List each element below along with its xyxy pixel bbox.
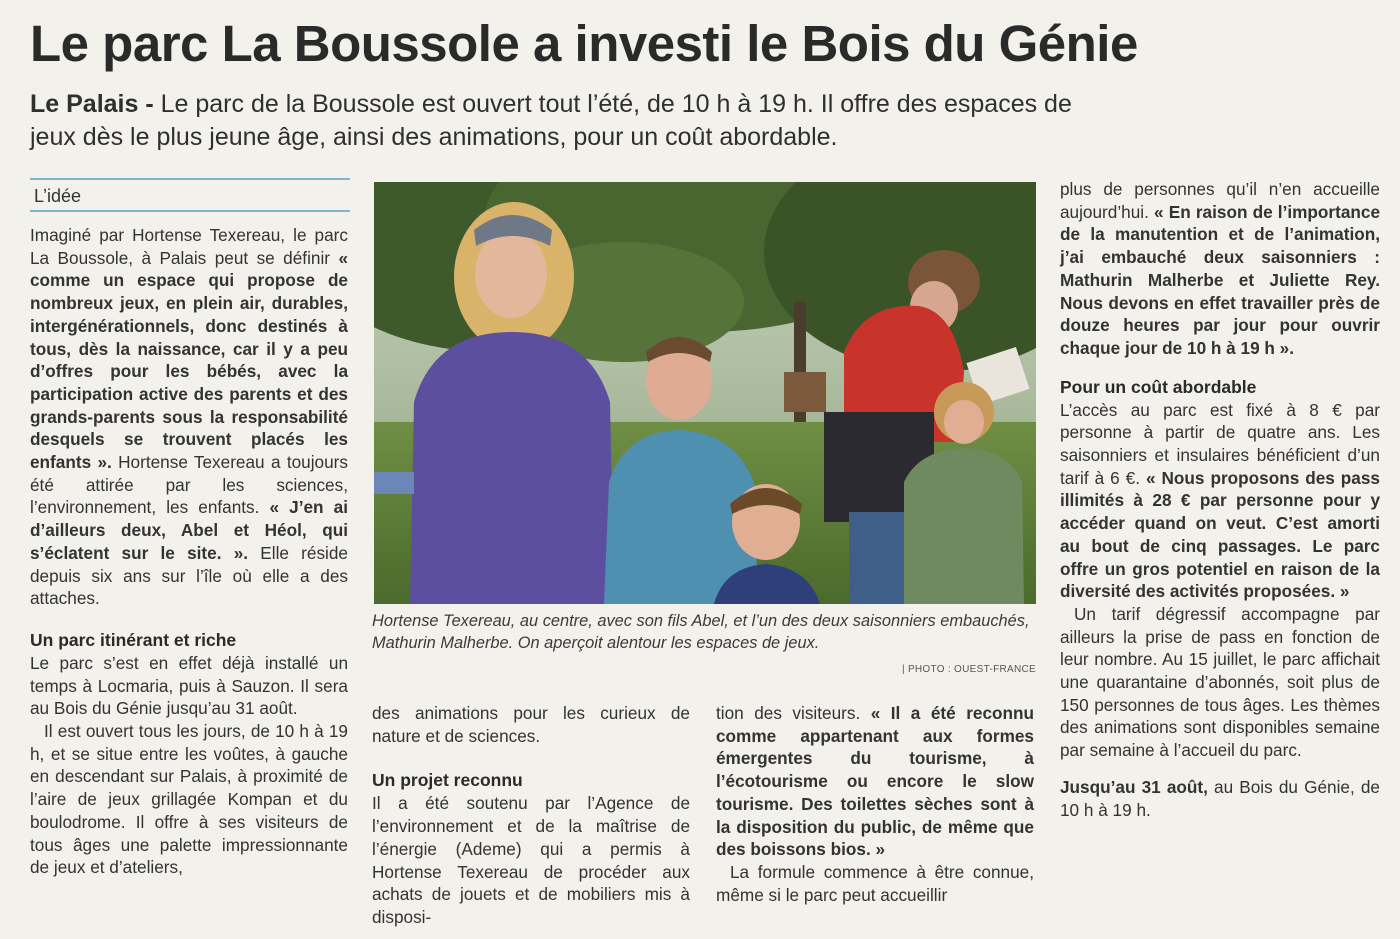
photo-caption: Hortense Texereau, au centre, avec son fils Abel, et l’un des deux saisonniers embauchés, Mathurin Malherbe. On aperçoit alentour les espaces de jeux. (372, 612, 1030, 652)
lede-place: Le Palais - (30, 90, 154, 118)
col4-paragraph-1 (1060, 178, 1380, 360)
column-1 (30, 224, 348, 879)
text-run: tion des visiteurs. (716, 703, 871, 723)
column-3 (716, 702, 1034, 906)
quote-run: « En raison de l’importance de la manutention et de l’animation, j’ai embauché deux saisonniers : Mathurin Malherbe et Juliette Rey. Nous devons en effet travailler près de douze heures par jour pour ouvrir chaque jour de 10 h à 19 h ». (1060, 201, 1380, 358)
rubric-box (30, 178, 350, 212)
subhead-cout: Pour un coût abordable (1060, 376, 1257, 397)
text-run: L’accès au parc est fixé à 8 € par personne à partir de quatre ans. Les saisonniers et insulaires bénéficient d’un tarif à 6 €. (1060, 399, 1380, 488)
col1-paragraph-2: Le parc s’est en effet déjà installé un temps à Locmaria, puis à Sauzon. Il sera au Bois du Génie jusqu’au 31 août. (30, 652, 348, 719)
photo-credit: | PHOTO : OUEST-FRANCE (901, 664, 1036, 675)
subhead-projet: Un projet reconnu (372, 770, 523, 791)
col3-paragraph-2: La formule commence à être connue, même si le parc peut accueillir (716, 861, 1034, 905)
col1-paragraph-1 (30, 224, 348, 610)
column-2 (372, 702, 690, 929)
col3-paragraph-1 (716, 702, 1034, 861)
text-run: Hortense Texereau a toujours été attirée par les sciences, l’environnement, les enfants. (30, 452, 348, 518)
article-photo (374, 182, 1036, 604)
subhead-itinerant: Un parc itinérant et riche (30, 629, 237, 650)
column-4 (1060, 178, 1380, 821)
col4-paragraph-4 (1060, 776, 1380, 821)
lede (30, 88, 1110, 154)
text-run: Elle réside depuis six ans sur l’île où elle a des attaches. (30, 542, 348, 609)
col2-paragraph-1: des animations pour les curieux de nature et de sciences. (372, 703, 690, 746)
text-run: plus de personnes qu’il n’en accueille aujourd’hui. (1060, 179, 1380, 222)
date-run: Jusqu’au 31 août, (1060, 776, 1208, 797)
lede-text: Le parc de la Boussole est ouvert tout l’été, de 10 h à 19 h. Il offre des espaces de jeux dès le plus jeune âge, ainsi des animations, pour un coût abordable. (30, 90, 1072, 151)
col4-paragraph-2 (1060, 399, 1380, 603)
col4-paragraph-3: Un tarif dégressif accompagne par ailleurs la prise de pass en fonction de leur nombre. Au 15 juillet, le parc affichait une quarantaine d’abonnés, soit plus de 150 personnes de tous âges. Les thèmes des animations sont disponibles semaine par semaine à l’accueil du parc. (1060, 603, 1380, 761)
quote-run: « J’en ai d’ailleurs deux, Abel et Héol, qui s’éclatent sur le site. ». (30, 497, 348, 563)
photo-illustration (374, 182, 1036, 604)
rubric-label: L’idée (34, 186, 82, 206)
headline: Le parc La Boussole a investi le Bois du Génie (30, 15, 1138, 72)
quote-run: « comme un espace qui propose de nombreux jeux, en plein air, durables, intergénérationnels, donc destinés à tous, dès la naissance, car il y a peu d’offres pour les bébés, avec la participation active des parents et des grands-parents sous la responsabilité desquels se trouvent placés les enfants ». (30, 247, 348, 473)
quote-run: « Nous proposons des pass illimités à 28 € par personne pour y accéder quand on veut. C’est amorti au bout de cinq passages. Le parc offre un gros potentiel en raison de la diversité des activités proposées. » (1060, 467, 1380, 602)
quote-run: « Il a été reconnu comme appartenant aux formes émergentes du tourisme, à l’écotourisme ou encore le slow tourisme. Des toilettes sèches sont à la disposition du public, de même que des boissons bios. » (716, 703, 1034, 860)
text-run: au Bois du Génie, de 10 h à 19 h. (1060, 776, 1380, 820)
text-run: Imaginé par Hortense Texereau, le parc La Boussole, à Palais peut se définir (30, 225, 348, 268)
col2-paragraph-2: Il a été soutenu par l’Agence de l’environnement et de la maîtrise de l’énergie (Ademe) qui a permis à Hortense Texereau de procéder aux achats de jouets et de mobiliers mis à disposi- (372, 793, 690, 927)
col1-paragraph-3: Il est ouvert tous les jours, de 10 h à 19 h, et se situe entre les voûtes, à gauche en descendant sur Palais, à proximité de l’aire de jeux grillagée Kompan et du boulodrome. Il offre à ses visiteurs de tous âges une palette impressionnante de jeux et d’ateliers, (30, 721, 348, 878)
